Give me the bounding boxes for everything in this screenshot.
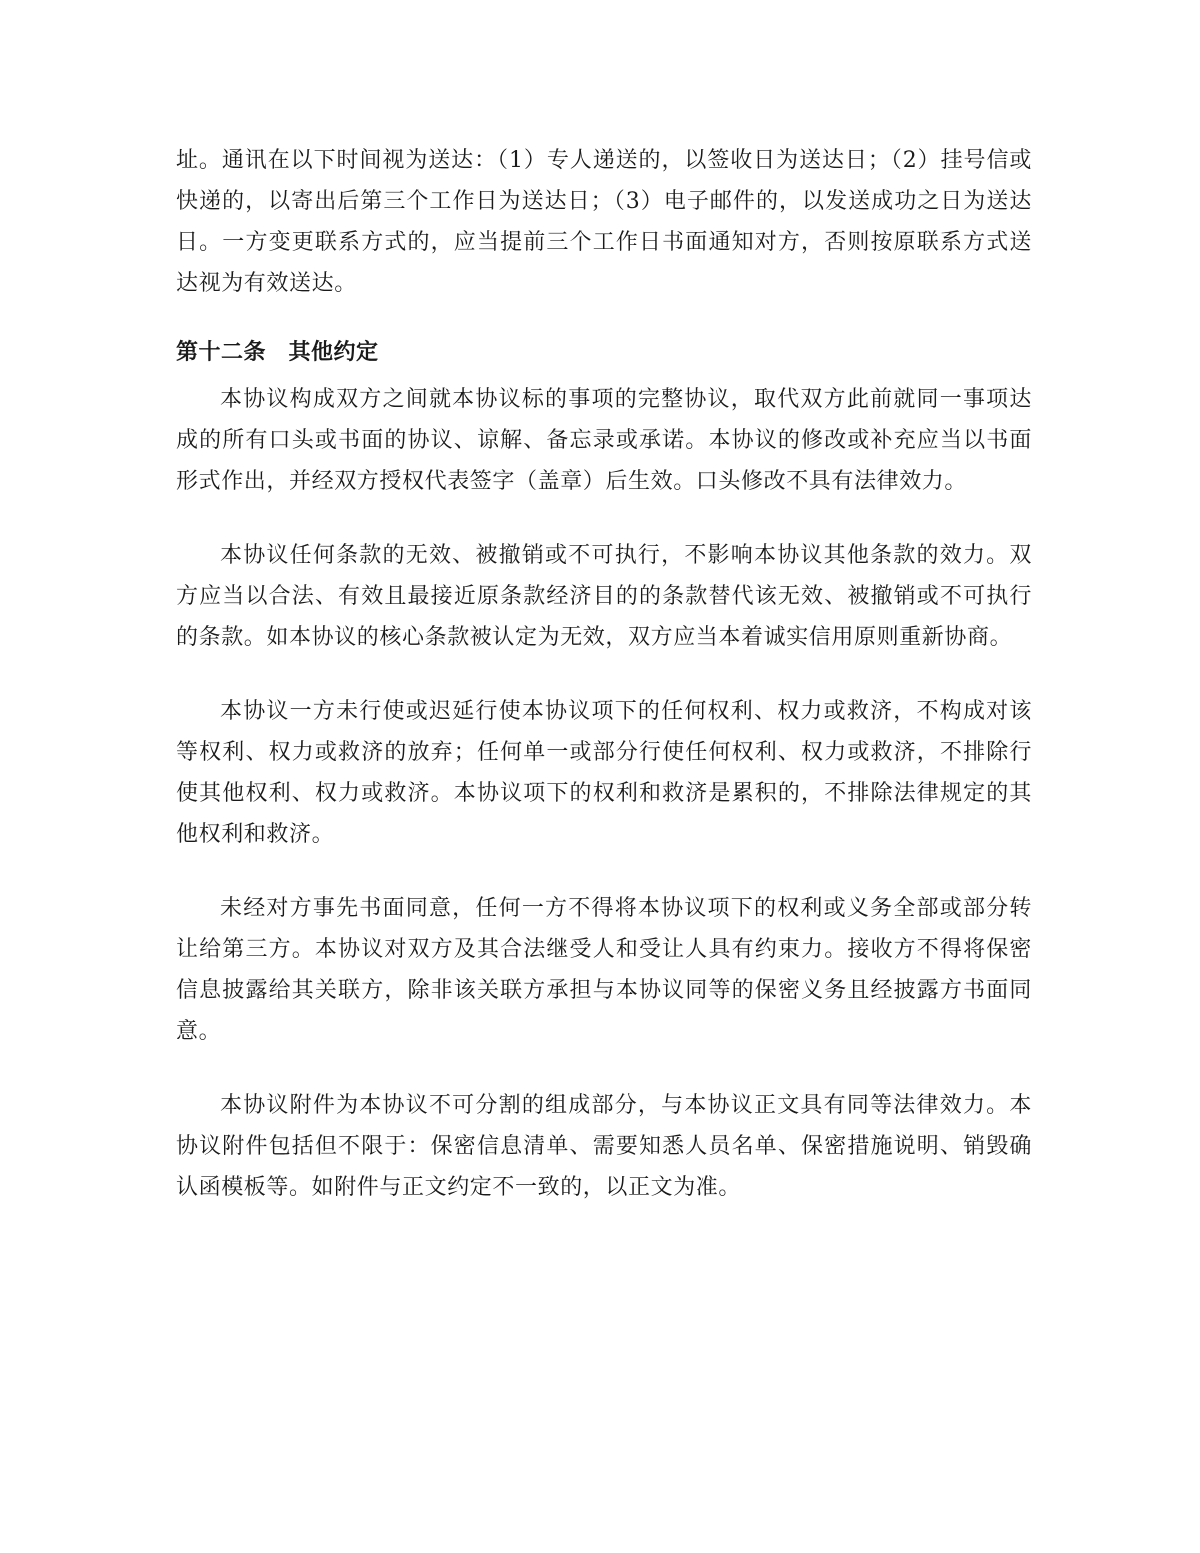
section-heading: 第十二条 其他约定 bbox=[176, 340, 379, 365]
paragraph-waiver: 本协议一方未行使或迟延行使本协议项下的任何权利、权力或救济，不构成对该等权利、权力或救济的放弃；任何单一或部分行使任何权利、权力或救济，不排除行使其他权利、权力或救济。本协议项下的权利和救济是累积的，不排除法律规定的其他权利和救济。 bbox=[176, 699, 1032, 847]
document-page bbox=[176, 140, 1032, 1208]
paragraph-entire-agreement: 本协议构成双方之间就本协议标的事项的完整协议，取代双方此前就同一事项达成的所有口头或书面的协议、谅解、备忘录或承诺。本协议的修改或补充应当以书面形式作出，并经双方授权代表签字（盖章）后生效。口头修改不具有法律效力。 bbox=[176, 387, 1032, 494]
continued-paragraph: 址。通讯在以下时间视为送达：（1）专人递送的，以签收日为送达日；（2）挂号信或快递的，以寄出后第三个工作日为送达日；（3）电子邮件的，以发送成功之日为送达日。一方变更联系方式的，应当提前三个工作日书面通知对方，否则按原联系方式送达视为有效送达。 bbox=[176, 148, 1032, 296]
paragraph-annexes: 本协议附件为本协议不可分割的组成部分，与本协议正文具有同等法律效力。本协议附件包括但不限于：保密信息清单、需要知悉人员名单、保密措施说明、销毁确认函模板等。如附件与正文约定不一致的，以正文为准。 bbox=[176, 1093, 1032, 1200]
paragraph-assignment: 未经对方事先书面同意，任何一方不得将本协议项下的权利或义务全部或部分转让给第三方。本协议对双方及其合法继受人和受让人具有约束力。接收方不得将保密信息披露给其关联方，除非该关联方承担与本协议同等的保密义务且经披露方书面同意。 bbox=[176, 896, 1032, 1044]
paragraph-severability: 本协议任何条款的无效、被撤销或不可执行，不影响本协议其他条款的效力。双方应当以合法、有效且最接近原条款经济目的的条款替代该无效、被撤销或不可执行的条款。如本协议的核心条款被认定为无效，双方应当本着诚实信用原则重新协商。 bbox=[176, 543, 1032, 650]
